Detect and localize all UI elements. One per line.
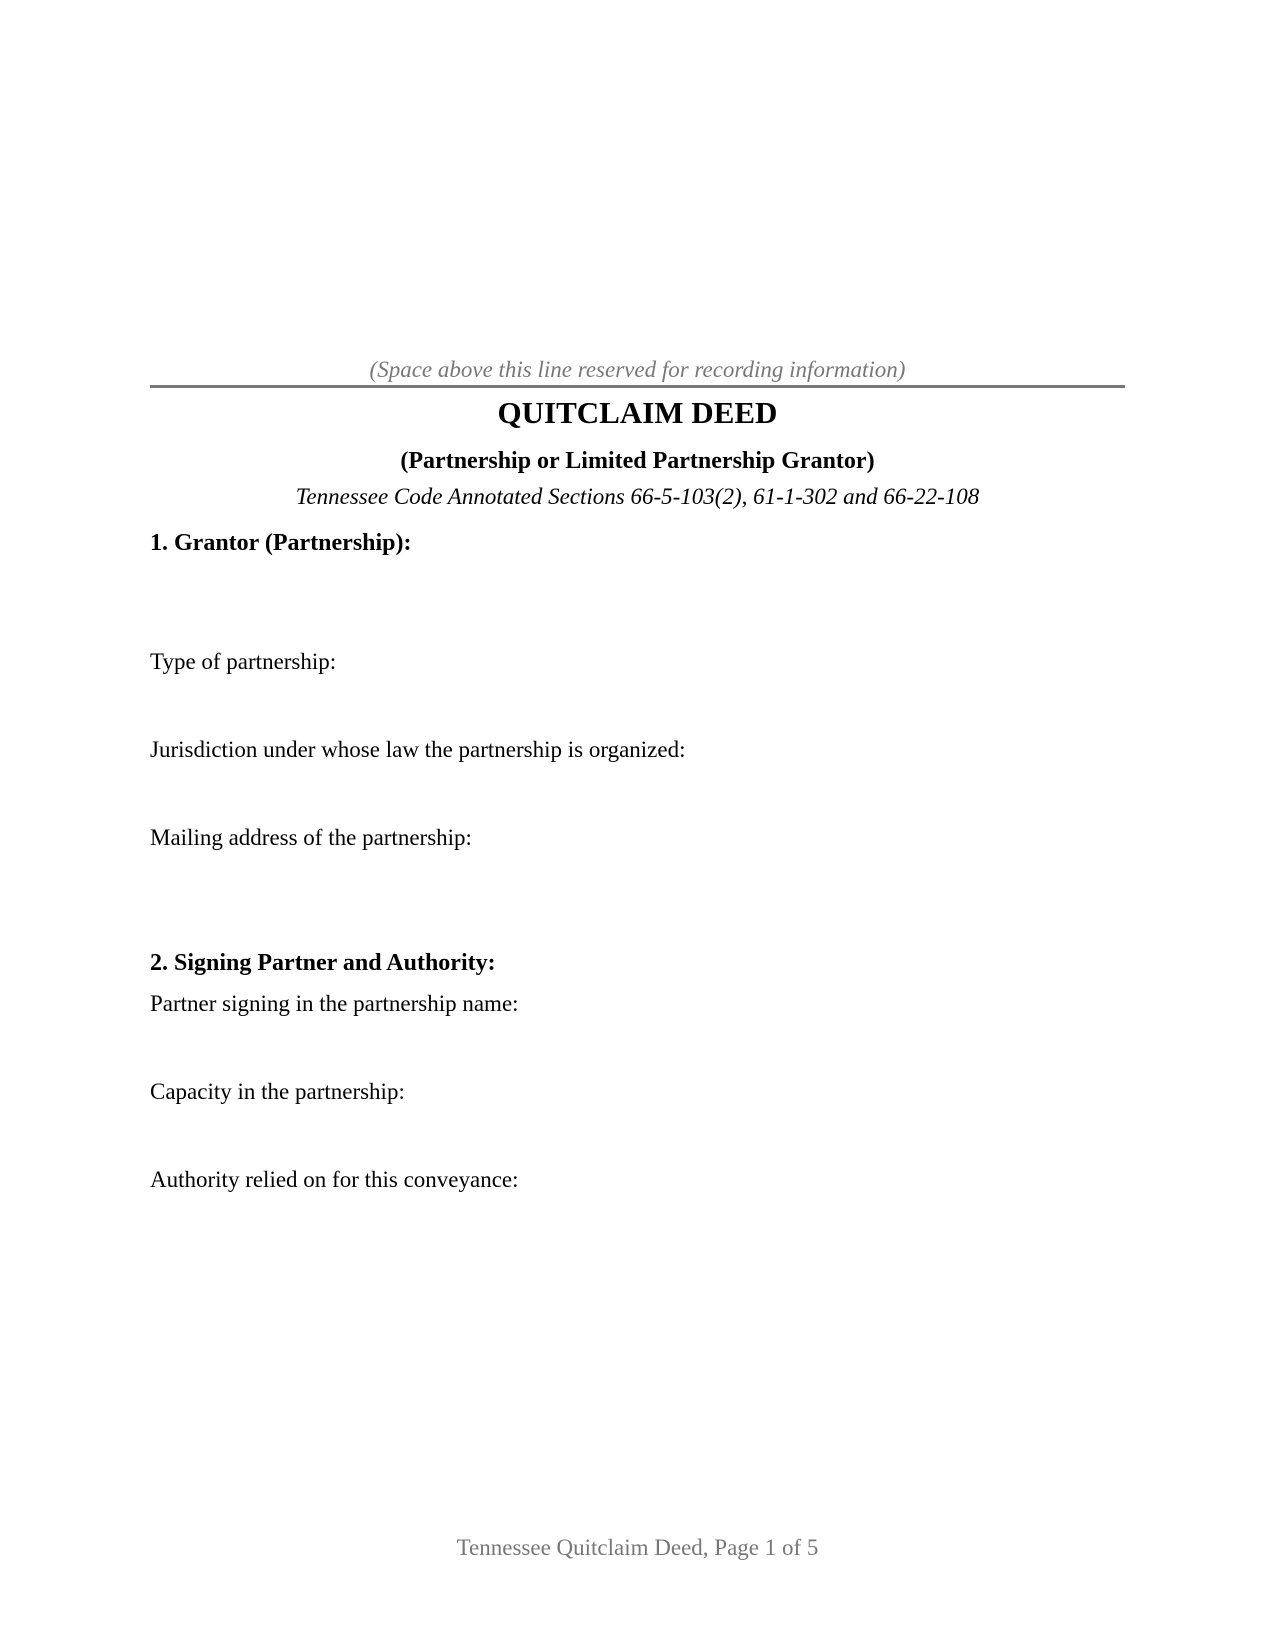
recording-space-note: (Space above this line reserved for recording information) <box>369 357 906 382</box>
document-subtitle: (Partnership or Limited Partnership Grantor) <box>400 448 875 474</box>
field-signing-partner: Partner signing in the partnership name: <box>150 991 519 1016</box>
field-capacity: Capacity in the partnership: <box>150 1079 405 1104</box>
statute-reference: Tennessee Code Annotated Sections 66-5-103(2), 61-1-302 and 66-22-108 <box>295 484 980 509</box>
field-jurisdiction: Jurisdiction under whose law the partnership is organized: <box>150 737 686 762</box>
field-type-of-partnership: Type of partnership: <box>150 649 337 674</box>
page-footer: Tennessee Quitclaim Deed, Page 1 of 5 <box>456 1535 819 1560</box>
field-mailing-address: Mailing address of the partnership: <box>150 825 472 850</box>
document-title: QUITCLAIM DEED <box>497 395 778 430</box>
section-grantor-heading: 1. Grantor (Partnership): <box>150 530 412 556</box>
field-authority: Authority relied on for this conveyance: <box>150 1167 519 1192</box>
section-signing-partner-heading: 2. Signing Partner and Authority: <box>150 950 496 976</box>
recording-divider-line <box>150 385 1125 388</box>
